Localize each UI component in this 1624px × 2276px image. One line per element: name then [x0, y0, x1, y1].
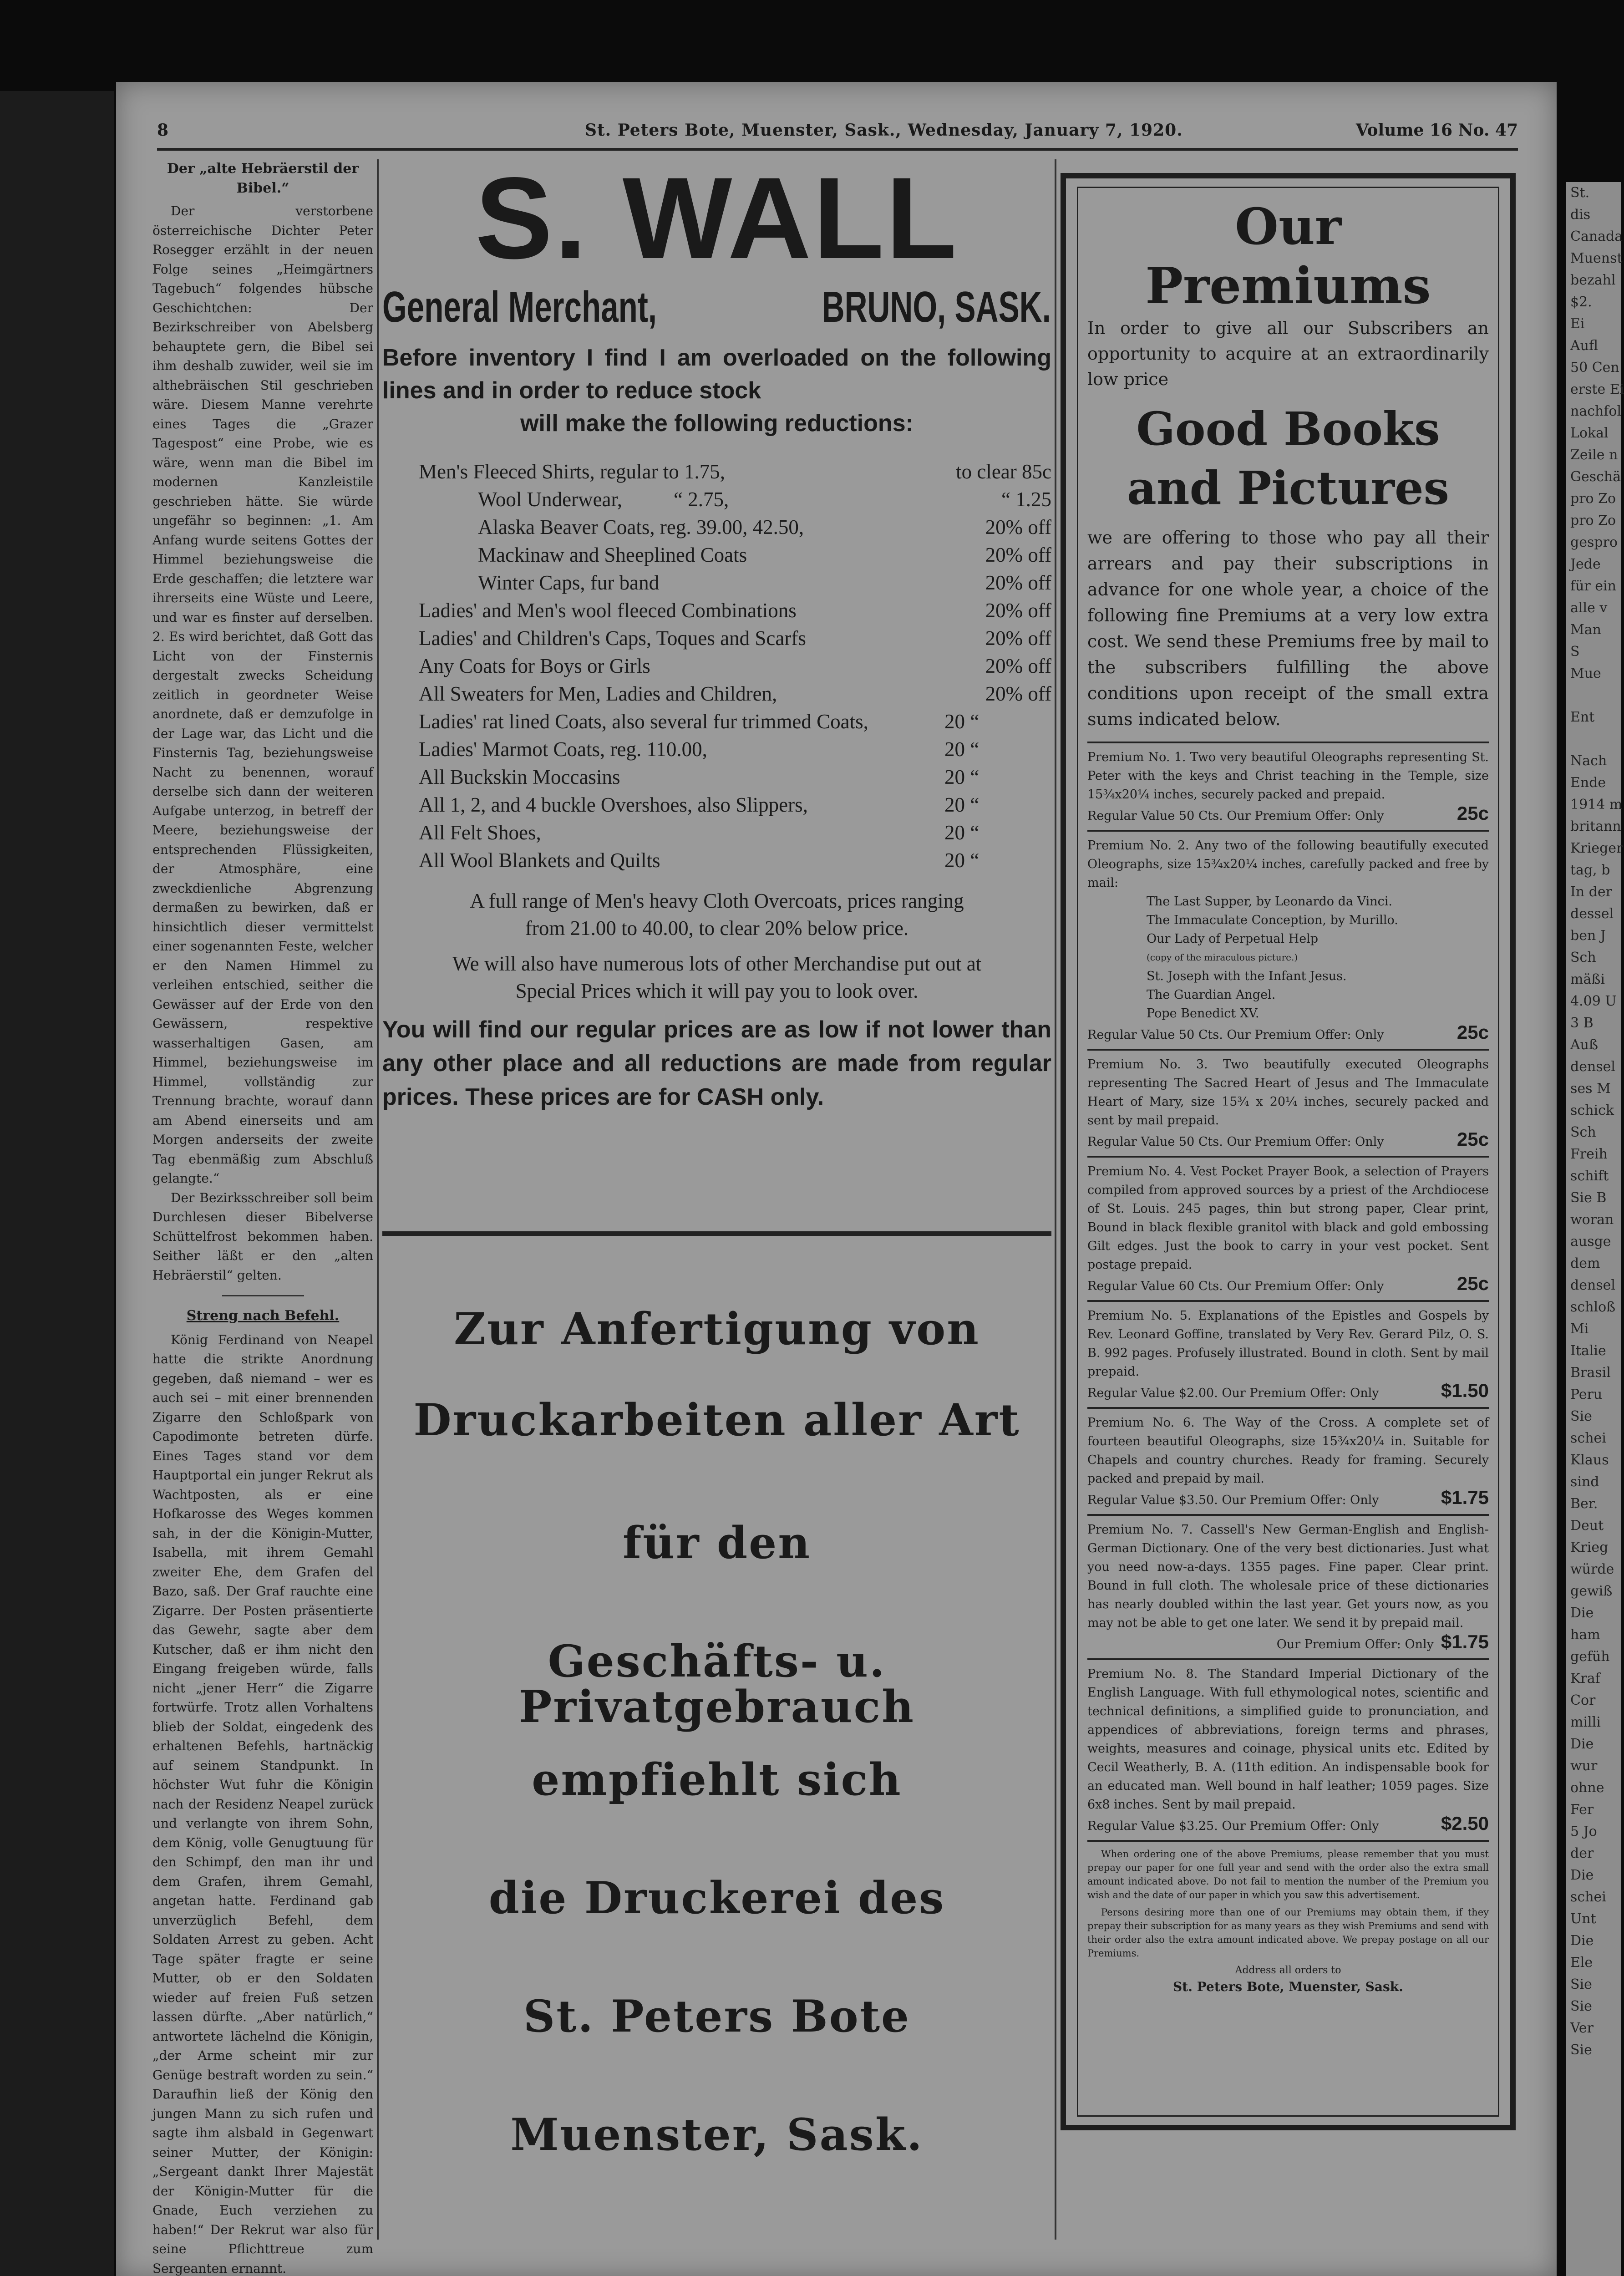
premium-7-text: Premium No. 7. Cassell's New German-English and English-German Dictionary. One of the very best dictionaries. Just what you need now-a-days. 1355 pages. Fine paper. Clear print. Bound in full cloth. The wholesale price of these dictionaries has nearly doubled within the last year. Get yours now, as you may not be able to get one later. We send it by prepaid mail. [1087, 1523, 1489, 1630]
reduction-item [382, 708, 1051, 736]
premium-3 [1087, 1049, 1489, 1156]
adjacent-page-text: bezahl [1570, 272, 1616, 288]
reduction-item-price: 20% off [985, 627, 1051, 650]
premium-5-text: Premium No. 5. Explanations of the Epistles and Gospels by Rev. Leonard Goffine, translated by Very Rev. Gerard Pilz, O. S. B. 992 pages. Profusely illustrated. Bound in cloth. Sent by mail prepaid. [1087, 1309, 1489, 1379]
overcoat-offer-1: A full range of Men's heavy Cloth Overcoats, prices ranging [470, 889, 964, 912]
reduction-item [382, 680, 1051, 708]
adjacent-page-text: Die [1570, 1867, 1594, 1883]
druck-line-6: die Druckerei des [488, 1872, 945, 1924]
reduction-item-desc: Ladies' rat lined Coats, also several fur trimmed Coats, [419, 710, 868, 733]
reduction-list [382, 458, 1051, 874]
adjacent-page-text: Man [1570, 622, 1601, 638]
wall-intro-2: will make the following reductions: [520, 410, 914, 437]
more-merchandise [382, 950, 1051, 1005]
adjacent-page-text: ausge [1570, 1234, 1611, 1250]
reduction-item-desc: All Buckskin Moccasins [419, 766, 620, 788]
volume-number: Volume 16 No. 47 [1355, 121, 1518, 140]
order-note-1: When ordering one of the above Premiums, please remember that you must prepay our paper for one full year and send with the order also the extra small amount indicated above. Do not fail to mention the number of the Premium you wish and the date of our paper in which you saw this advertisement. [1087, 1849, 1489, 1900]
reduction-item [382, 458, 1051, 486]
adjacent-page-text: schick [1570, 1102, 1614, 1118]
adjacent-page-text: der [1570, 1845, 1594, 1861]
reduction-item-percent: 20 “ [944, 710, 979, 733]
divider [222, 1295, 304, 1296]
adjacent-page-text: Freih [1570, 1146, 1608, 1162]
article-title-streng: Streng nach Befehl. [186, 1308, 340, 1324]
premiums-advertisement [1061, 173, 1516, 2130]
reduction-item-desc: Wool Underwear, [478, 488, 622, 511]
printing-advertisement [382, 1238, 1051, 2217]
adjacent-page-text: Mue [1570, 666, 1601, 681]
adjacent-page-text: Sie B [1570, 1190, 1607, 1206]
premiums-inner [1077, 187, 1499, 2117]
premium-5-price: $1.50 [1441, 1380, 1489, 1401]
premium-3-price: 25c [1457, 1128, 1489, 1150]
druck-line-7: St. Peters Bote [523, 1991, 911, 2042]
reduction-item-percent: 20 “ [944, 821, 979, 844]
adjacent-page-text: 5 Jo [1570, 1824, 1597, 1839]
adjacent-page-text: Krieger [1570, 840, 1623, 856]
adjacent-page-text: gewiß [1570, 1583, 1613, 1599]
article-title-hebrew-style: Der „alte Hebräerstil der Bibel.“ [167, 161, 359, 196]
adjacent-page-text: schei [1570, 1430, 1606, 1446]
adjacent-page-text: Mi [1570, 1321, 1589, 1337]
adjacent-page-text: densel [1570, 1059, 1616, 1075]
adjacent-page-text: Aufl [1570, 338, 1598, 354]
druck-line-5: empfiehlt sich [532, 1754, 902, 1805]
adjacent-page-text: Jede [1570, 556, 1601, 572]
adjacent-page-text: ben J [1570, 928, 1606, 944]
adjacent-page-text: Auß [1570, 1037, 1599, 1053]
adjacent-page-text: Sie [1570, 1998, 1592, 2014]
adjacent-page-text: In der [1570, 884, 1613, 900]
adjacent-page-text: Muenst [1570, 250, 1623, 266]
wall-subtitle [382, 278, 1051, 337]
reduction-item [382, 486, 1051, 513]
adjacent-page-text: milli [1570, 1714, 1601, 1730]
adjacent-page-text: ham [1570, 1627, 1600, 1643]
reduction-item-price: “ 1.25 [1001, 488, 1051, 511]
left-column [152, 159, 373, 2276]
premium-2-list-item: (copy of the miraculous picture.) [1147, 952, 1298, 963]
adjacent-page-text: Ele [1570, 1955, 1593, 1971]
reduction-item-price: 20% off [985, 599, 1051, 622]
order-note-2: Persons desiring more than one of our Premiums may obtain them, if they prepay their subscription for as many years as they wish Premiums and send with their order also the extra amount indicated above. We prepay postage on all our Premiums. [1087, 1907, 1489, 1959]
adjacent-page-text: gespro [1570, 534, 1618, 550]
reduction-item-desc: Ladies' and Men's wool fleeced Combinations [419, 599, 797, 622]
adjacent-page-text: alle v [1570, 600, 1608, 616]
premiums-intro: In order to give all our Subscribers an opportunity to acquire at an extraordinarily low price [1087, 318, 1489, 389]
column-rule [1055, 159, 1056, 2240]
premiums-heading: Good Books and Pictures [1127, 402, 1449, 515]
newspaper-page [116, 82, 1557, 2276]
order-note [1087, 1840, 1489, 1994]
prices-statement-2: These prices are for CASH only. [465, 1084, 824, 1110]
wall-location: BRUNO, SASK. [822, 283, 1051, 331]
reduction-item-desc: Alaska Beaver Coats, reg. 39.00, 42.50, [478, 516, 804, 539]
page-number: 8 [157, 121, 169, 140]
adjacent-page-text: Fer [1570, 1802, 1594, 1818]
premium-8 [1087, 1658, 1489, 1840]
premium-4-offer: Regular Value 60 Cts. Our Premium Offer: Only [1087, 1279, 1384, 1293]
reduction-item [382, 763, 1051, 791]
reduction-item-desc: All Sweaters for Men, Ladies and Children, [419, 682, 777, 705]
reduction-item [382, 736, 1051, 763]
column-rule [377, 159, 379, 2240]
adjacent-page-text: pro Zo [1570, 491, 1616, 507]
reduction-item-desc: Mackinaw and Sheeplined Coats [478, 544, 747, 566]
prices-statement-1: You will find our regular prices are as low if not lower than any other place and all reductions are made from regular prices. [382, 1016, 1051, 1110]
ad-divider [382, 1231, 1051, 1236]
adjacent-page-text: nachfol [1570, 403, 1622, 419]
reduction-item [382, 791, 1051, 819]
article-text-streng: König Ferdinand von Neapel hatte die strikte Anordnung gegeben, daß niemand – wer es auch sei – mit einer brennenden Zigarre den Schloßpark von Capodimonte betreten dürfe. Eines Tages stand vor dem Hauptportal ein junger Rekrut als Wachtposten, als er eine Hofkarosse des Weges kommen sah, in der die Königin-Mutter, Isabella, mit ihrem Gemahl zweiter Ehe, dem Grafen del Bazo, saß. Der Graf rauchte eine Zigarre. Der Posten präsentierte das Gewehr, sagte aber dem Kutscher, daß er ihm nicht den Eingang freigeben würde, falls nicht „jener Herr“ die Zigarre fortwürfe. Trotz allen Vorhaltens blieb der Soldat, eingedenk des erhaltenen Befehls, hartnäckig auf seinem Standpunkt. In höchster Wut fuhr die Königin nach der Residenz Neapel zurück und verlangte von ihrem Sohn, dem König, volle Genugtuung für den Schimpf, den man ihr und dem Grafen, ihrem Gemahl, angetan hatte. Ferdinand gab unverzüglich Befehl, dem Soldaten Arrest zu geben. Acht Tage später fragte er seine Mutter, ob er den Soldaten wieder auf freien Fuß setzen lassen dürfte. „Aber natürlich,“ antwortete lächelnd die Königin, „der Arme scheint mir zur Genüge bestraft worden zu sein.“ Daraufhin ließ der König den jungen Mann zu sich rufen und sagte ihm alsbald in Gegenwart seiner Mutter, der Königin: „Sergeant dankt Ihrer Majestät der Königin-Mutter für die Gnade, Euch verziehen zu haben!“ Der Rekrut war also für seine Pflichttreue zum Sergeanten ernannt. [152, 1332, 373, 2276]
order-address-label: Address all orders to [1235, 1965, 1341, 1976]
adjacent-page-text: Sie [1570, 1976, 1592, 1992]
premium-1-text: Premium No. 1. Two very beautiful Oleographs representing St. Peter with the keys and Christ teaching in the Temple, size 15¾x20¼ inches, securely packed and prepaid. [1087, 750, 1489, 802]
premium-7-price: $1.75 [1441, 1631, 1489, 1652]
premiums-title: Our Premiums [1145, 197, 1431, 315]
adjacent-page-text: Canada [1570, 229, 1623, 244]
adjacent-page-text: Die [1570, 1736, 1594, 1752]
article-text-hebrew-style: Der verstorbene österreichische Dichter Peter Rosegger erzählt in der neuen Folge seines „Heimgärtners Tagebuch“ folgendes hübsche Geschichtchen: Der Bezirkschreiber von Abelsberg behauptete gern, die Bibel sei ihm deshalb zuwider, weil sie im althebräischen Stil geschrieben wäre. Diesem Manne verehrte eines Tages die „Grazer Tagespost“ eine Probe, wie es wäre, wenn man die Bibel im modernen Kanzleistile geschrieben hätte. Sie würde ungefähr so beginnen: „1. Am Anfang wurde seitens Gottes der Himmel beziehungsweise die Erde geschaffen; die letztere war ihrerseits eine Wüste und Leere, und war es finster auf derselben. 2. Es wird berichtet, daß Gott das Licht von der Finsternis dergestalt zwecks Scheidung zeitlich in geordneter Weise anordnete, daß er demzufolge in der Lage war, das Licht und die Finsternis Tag, beziehungsweise Nacht zu benennen, worauf derselbe sich dann der weiteren Aufgabe unterzog, in betreff der Meere, beziehungsweise der entsprechenden Flüssigkeiten, der Atmosphäre, eine zweckdienliche Abgrenzung dermaßen zu bewirken, daß er hinsichtlich dieser vermittelst einer sogenannten Feste, welcher er den Namen Himmel zu verleihen entschied, seither die Gewässer auf der Erde von den Gewässern, respektive wasserhaltigen Gasen, am Himmel, beziehungsweise im Himmel, vollständig zur Trennung brachte, worauf dann am Abend einerseits und am Morgen anderseits der zweite Tag ebenmäßig zum Abschluß gelangte.“ [152, 203, 373, 1186]
adjacent-page-text: pro Zo [1570, 513, 1616, 528]
adjacent-page-text: Ei [1570, 316, 1585, 332]
adjacent-page-text: densel [1570, 1277, 1616, 1293]
premium-8-text: Premium No. 8. The Standard Imperial Dictionary of the English Language. With full ethymological notes, scientific and technical definitions, a simplified guide to pronunciation, and appendices of abbreviations, foreign terms and phrases, weights, measures and coinage, physical units etc. Edited by Cecil Weatherly, B. A. (11th edition. An indispensable book for an educated man. Well bound in half leather; 1059 pages. Size 6x8 inches. Sent by mail prepaid. [1087, 1667, 1489, 1812]
wall-advertisement [382, 153, 1051, 1243]
reduction-item-price: 20% off [985, 544, 1051, 566]
druck-line-4: Geschäfts- u. Privatgebrauch [519, 1636, 915, 1732]
premium-2-list-item: The Guardian Angel. [1147, 988, 1276, 1002]
reduction-item-percent: 20 “ [944, 849, 979, 872]
reduction-item-desc: Ladies' and Children's Caps, Toques and Scarfs [419, 627, 806, 650]
adjacent-page-text: Ber. [1570, 1496, 1598, 1512]
reduction-item [382, 652, 1051, 680]
premium-2-price: 25c [1457, 1021, 1489, 1043]
premium-4-price: 25c [1457, 1273, 1489, 1294]
adjacent-page-text: schei [1570, 1889, 1606, 1905]
druck-line-2: Druckarbeiten aller Art [413, 1394, 1020, 1446]
reduction-item-desc: Men's Fleeced Shirts, regular to 1.75, [419, 460, 725, 483]
adjacent-page-text: $2. [1570, 294, 1592, 310]
adjacent-page-text: dis [1570, 207, 1591, 223]
premium-6-offer: Regular Value $3.50. Our Premium Offer: Only [1087, 1493, 1379, 1507]
reduction-item-desc: All Felt Shoes, [419, 821, 541, 844]
premium-7-offer: Our Premium Offer: Only [1276, 1637, 1434, 1651]
adjacent-page-text: Geschä [1570, 469, 1621, 485]
reduction-item-desc: All Wool Blankets and Quilts [419, 849, 660, 872]
premium-8-offer: Regular Value $3.25. Our Premium Offer: Only [1087, 1819, 1379, 1833]
adjacent-page-text: Ent [1570, 709, 1595, 725]
adjacent-page-text [1566, 685, 1621, 706]
more-merchandise-2: Special Prices which it will pay you to look over. [515, 980, 919, 1002]
adjacent-page-text: gefüh [1570, 1649, 1610, 1665]
reduction-item [382, 541, 1051, 569]
druck-line-8: Muenster, Sask. [510, 2109, 924, 2160]
adjacent-page-text: St. [1570, 185, 1590, 201]
reduction-item-desc: Any Coats for Boys or Girls [419, 655, 650, 677]
more-merchandise-1: We will also have numerous lots of other Merchandise put out at [452, 952, 982, 975]
adjacent-page-text: Sch [1570, 950, 1596, 965]
premium-7 [1087, 1514, 1489, 1658]
wall-business-type: General Merchant, [382, 283, 657, 331]
book-spine-shadow [0, 91, 114, 2276]
adjacent-page-text: Sie [1570, 1408, 1592, 1424]
premium-2-list-item: Our Lady of Perpetual Help [1147, 932, 1319, 946]
druck-line-3: für den [622, 1517, 812, 1569]
adjacent-page-text: wur [1570, 1758, 1598, 1774]
adjacent-page-text: dem [1570, 1255, 1600, 1271]
reduction-item-percent: 20 “ [944, 793, 979, 816]
premium-2-list-item: Pope Benedict XV. [1147, 1006, 1259, 1021]
premium-6-text: Premium No. 6. The Way of the Cross. A complete set of fourteen beautiful Oleographs, size 15¾x20¼ in. Suitable for Chapels and country churches. Ready for framing. Securely packed and prepaid by mail. [1087, 1416, 1489, 1486]
premium-5-offer: Regular Value $2.00. Our Premium Offer: Only [1087, 1386, 1379, 1400]
premium-5 [1087, 1300, 1489, 1407]
premium-2-text: Premium No. 2. Any two of the following beautifully executed Oleographs, size 15¾x20¼ inches, carefully packed and free by mail: [1087, 838, 1489, 890]
adjacent-page-text [1566, 728, 1621, 750]
reduction-item-price: 20% off [985, 516, 1051, 539]
adjacent-page-text: würde [1570, 1561, 1614, 1577]
adjacent-page-text: Cor [1570, 1692, 1596, 1708]
reduction-item [382, 513, 1051, 541]
premium-3-offer: Regular Value 50 Cts. Our Premium Offer: Only [1087, 1135, 1384, 1149]
premium-2-list-item: The Immaculate Conception, by Murillo. [1147, 913, 1398, 927]
reduction-item-value: “ 2.75, [674, 488, 729, 511]
adjacent-page-text: Brasil [1570, 1365, 1611, 1381]
adjacent-page-fragment [1566, 182, 1624, 2276]
druck-line-1: Zur Anfertigung von [454, 1303, 980, 1355]
adjacent-page-text: Ver [1570, 2020, 1594, 2036]
adjacent-page-text: schift [1570, 1168, 1609, 1184]
reduction-item-price: to clear 85c [956, 460, 1051, 483]
reduction-item [382, 625, 1051, 652]
masthead-title: St. Peters Bote, Muenster, Sask., Wednesday, January 7, 1920. [585, 121, 1183, 140]
adjacent-page-text: erste Ei [1570, 381, 1624, 397]
premium-1 [1087, 742, 1489, 830]
reduction-item [382, 847, 1051, 874]
overcoat-offer [382, 887, 1051, 942]
adjacent-page-text: für ein [1570, 578, 1616, 594]
reduction-item-price: 20% off [985, 682, 1051, 705]
adjacent-page-text: Peru [1570, 1387, 1603, 1402]
reduction-item-desc: Ladies' Marmot Coats, reg. 110.00, [419, 738, 707, 761]
adjacent-page-text: Krieg [1570, 1539, 1609, 1555]
adjacent-page-text: Deut [1570, 1518, 1604, 1534]
adjacent-page-text: tag, b [1570, 862, 1610, 878]
premium-6 [1087, 1407, 1489, 1514]
adjacent-page-text: 50 Cen [1570, 360, 1619, 376]
premium-1-offer: Regular Value 50 Cts. Our Premium Offer: Only [1087, 809, 1384, 823]
adjacent-page-text: ses M [1570, 1081, 1611, 1097]
adjacent-page-text: Lokal [1570, 425, 1609, 441]
adjacent-page-text: Sie [1570, 2042, 1592, 2058]
adjacent-page-text: Klaus [1570, 1452, 1609, 1468]
reduction-item-price: 20% off [985, 571, 1051, 594]
adjacent-page-text: Unt [1570, 1911, 1596, 1927]
adjacent-page-text: schloß [1570, 1299, 1616, 1315]
adjacent-page-text: 1914 m [1570, 797, 1623, 813]
adjacent-page-text: 4.09 U [1570, 993, 1617, 1009]
reduction-item-percent: 20 “ [944, 738, 979, 761]
premiums-body: we are offering to those who pay all their arrears and pay their subscriptions in advance for one whole year, a choice of the following fine Premiums at a very low extra cost. We send these Premiums free by mail to the subscribers fulfilling the above conditions upon receipt of the small extra sums indicated below. [1087, 528, 1489, 729]
adjacent-page-text: S [1570, 644, 1580, 660]
adjacent-page-text: dessel [1570, 906, 1614, 922]
adjacent-page-text: woran [1570, 1212, 1614, 1228]
order-address: St. Peters Bote, Muenster, Sask. [1173, 1979, 1403, 1994]
premium-1-price: 25c [1457, 803, 1489, 824]
premium-2-list-item: St. Joseph with the Infant Jesus. [1147, 969, 1347, 983]
adjacent-page-text: Zeile n [1570, 447, 1618, 463]
premium-2-offer: Regular Value 50 Cts. Our Premium Offer: Only [1087, 1028, 1384, 1042]
wall-intro [382, 341, 1051, 440]
premium-6-price: $1.75 [1441, 1487, 1489, 1508]
article-text-hebrew-style-end: Der Bezirksschreiber soll beim Durchlesen dieser Bibelverse Schüttelfrost bekommen haben. Seither läßt er den „alten Hebräerstil“ gelten. [152, 1190, 373, 1283]
reduction-item-desc: Winter Caps, fur band [478, 571, 660, 594]
reduction-item-percent: 20 “ [944, 766, 979, 788]
adjacent-page-text: Kraf [1570, 1671, 1600, 1687]
adjacent-page-text: Die [1570, 1605, 1594, 1621]
overcoat-offer-2: from 21.00 to 40.00, to clear 20% below price. [525, 917, 909, 940]
reduction-item-price: 20% off [985, 655, 1051, 677]
premium-2-list [1087, 892, 1489, 1023]
adjacent-page-text: ohne [1570, 1780, 1604, 1796]
prices-statement [382, 1013, 1051, 1114]
adjacent-page-text: 3 B [1570, 1015, 1594, 1031]
adjacent-page-text: mäßi [1570, 971, 1605, 987]
reduction-item [382, 597, 1051, 625]
premium-2 [1087, 830, 1489, 1049]
premium-2-list-item: The Last Supper, by Leonardo da Vinci. [1147, 894, 1392, 909]
reduction-item [382, 819, 1051, 847]
masthead [157, 116, 1518, 151]
premium-4-text: Premium No. 4. Vest Pocket Prayer Book, a selection of Prayers compiled from approved sources by a priest of the Archdiocese of St. Louis. 245 pages, thin but strong paper, Clear print, Bound in black flexible granitol with black and gold embossing Gilt edges. Just the book to carry in your vest pocket. Sent postage prepaid. [1087, 1164, 1489, 1272]
adjacent-page-text: Ende [1570, 775, 1606, 791]
adjacent-page-text: Sch [1570, 1124, 1596, 1140]
reduction-item-desc: All 1, 2, and 4 buckle Overshoes, also Slippers, [419, 793, 808, 816]
wall-name: S. WALL [475, 153, 959, 283]
adjacent-page-text: Italie [1570, 1343, 1606, 1359]
premium-8-price: $2.50 [1441, 1813, 1489, 1834]
adjacent-page-text: Nach [1570, 753, 1607, 769]
adjacent-page-text: sind [1570, 1474, 1599, 1490]
adjacent-page-text: Die [1570, 1933, 1594, 1949]
reduction-item [382, 569, 1051, 597]
wall-intro-1: Before inventory I find I am overloaded on the following lines and in order to reduce stock [382, 345, 1051, 404]
adjacent-page-text: britann [1570, 818, 1621, 834]
premium-4 [1087, 1156, 1489, 1300]
premium-3-text: Premium No. 3. Two beautifully executed Oleographs representing The Sacred Heart of Jesus and The Immaculate Heart of Mary, size 15¾ x 20¼ inches, securely packed and sent by mail prepaid. [1087, 1057, 1489, 1128]
